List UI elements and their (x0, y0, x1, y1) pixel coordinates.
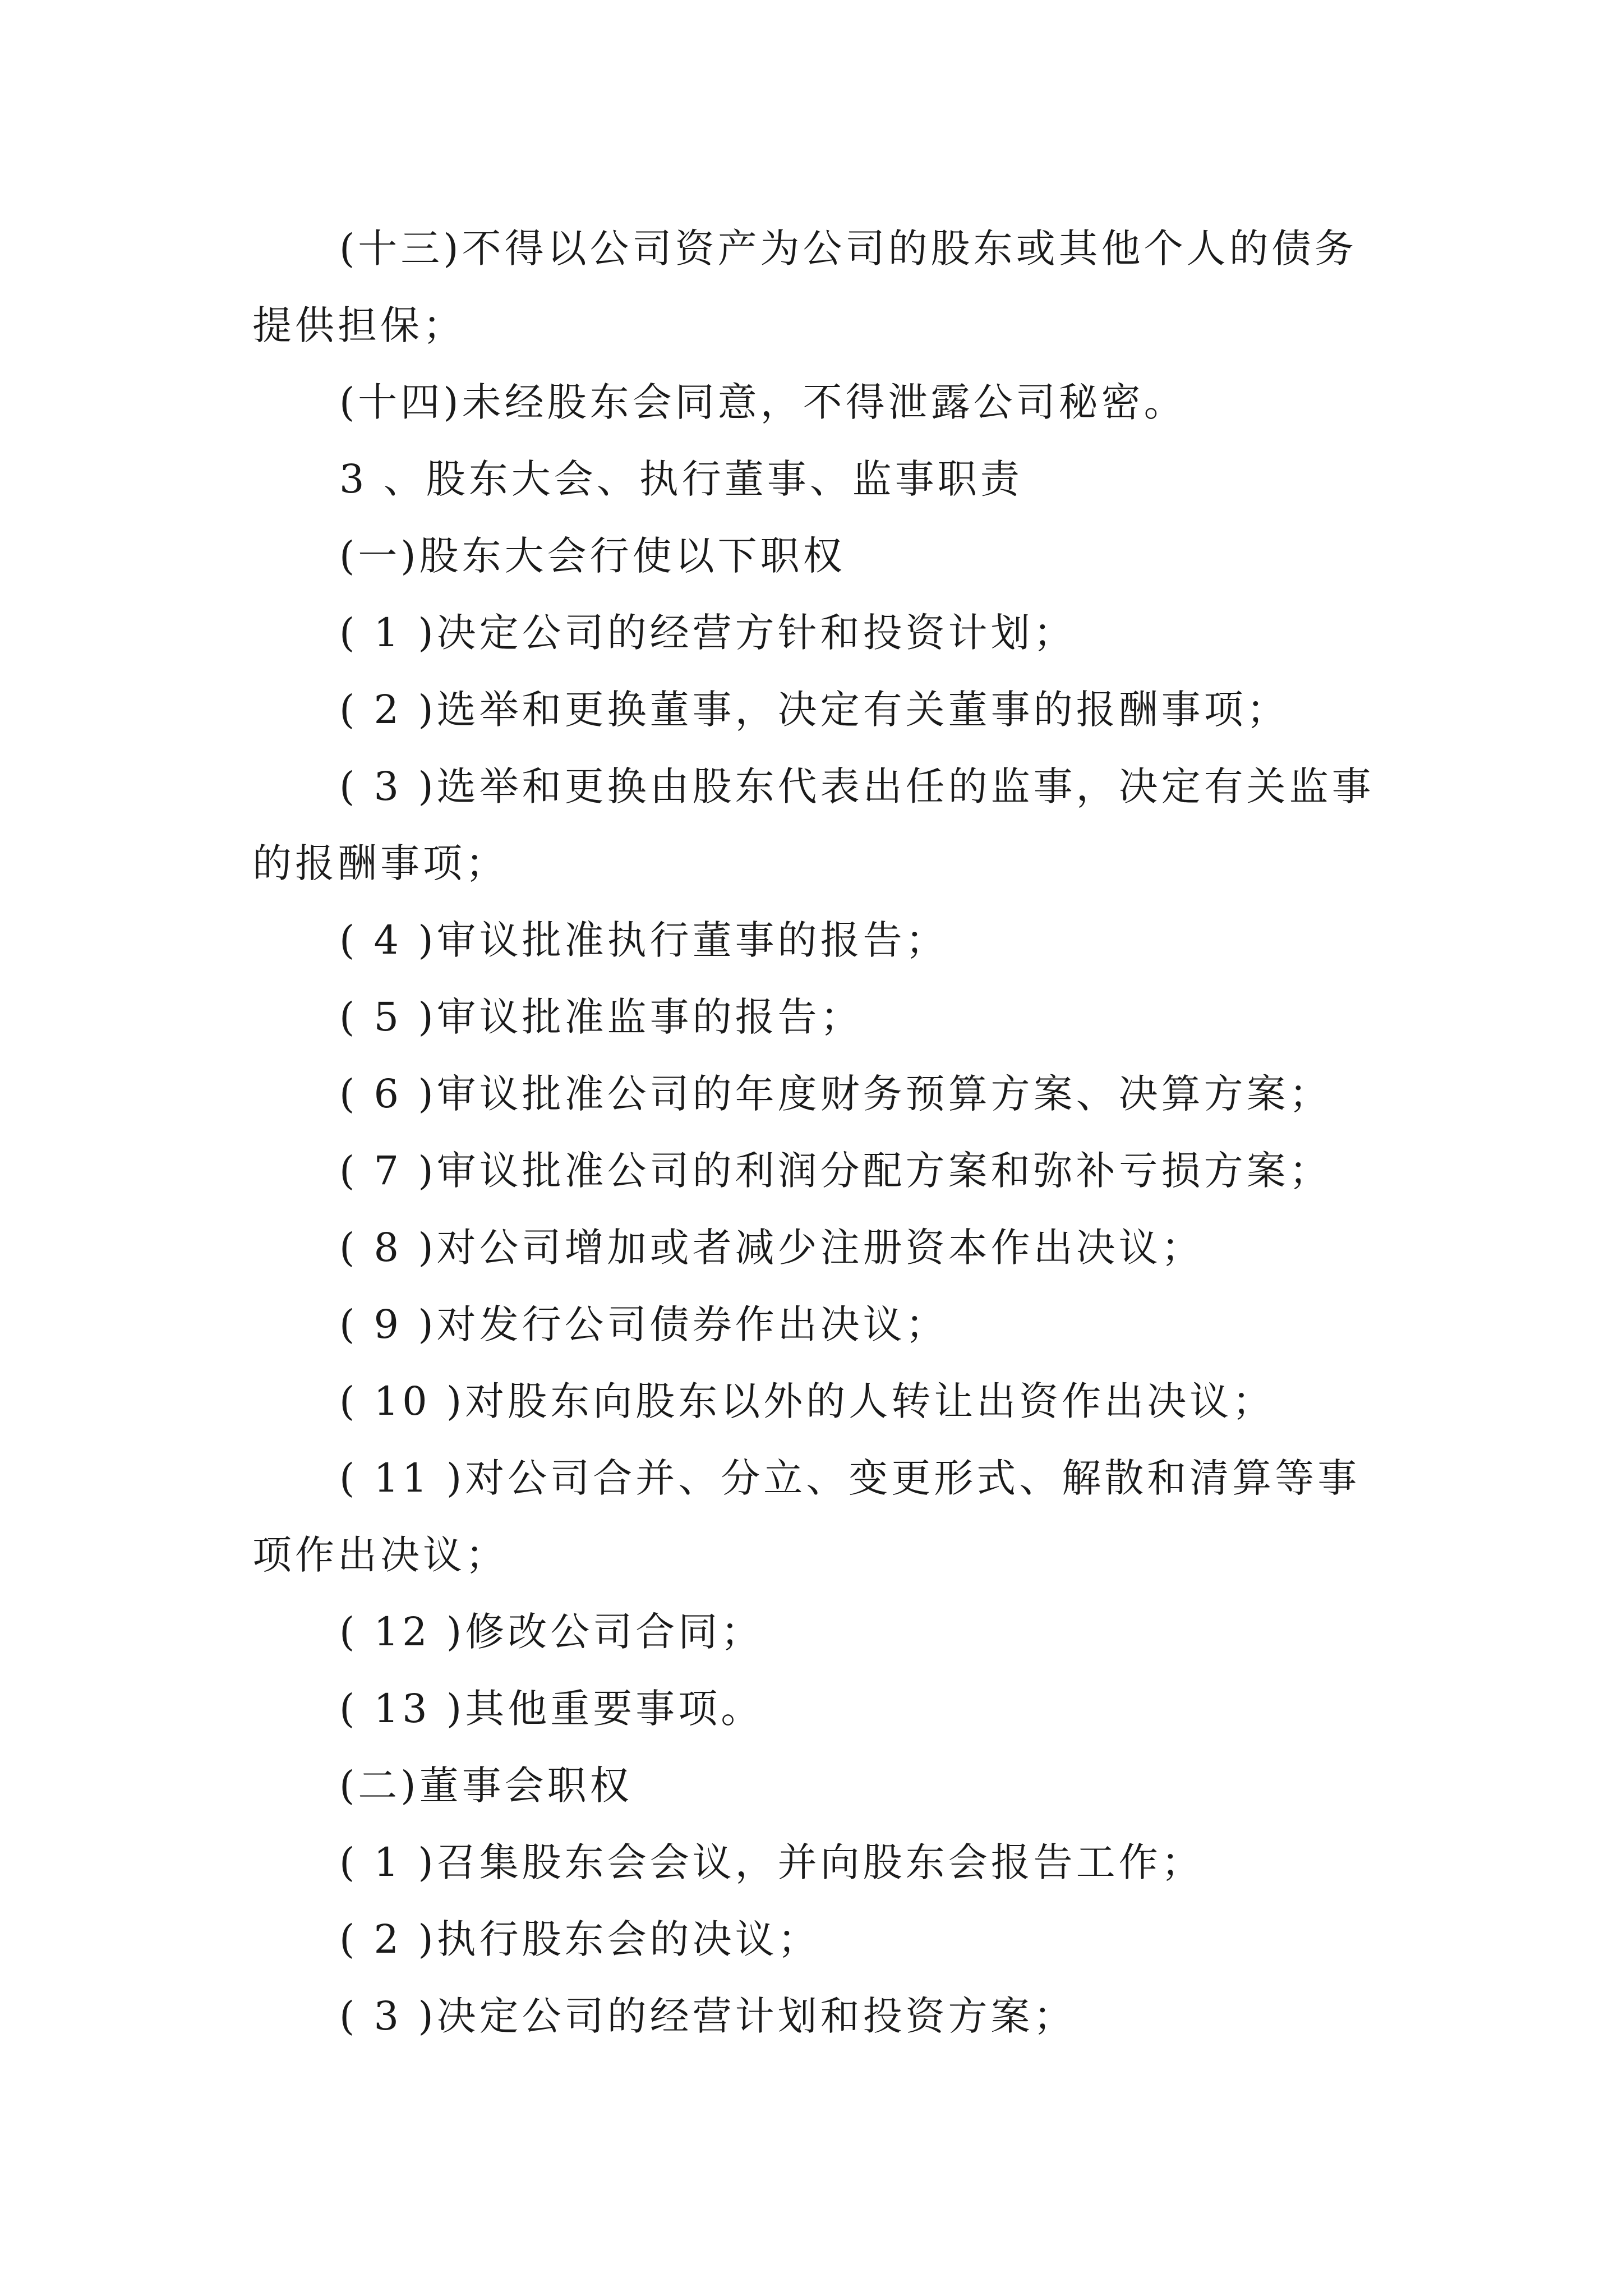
list-item: ( 5 )审议批准监事的报告； (339, 994, 863, 1040)
list-item: ( 6 )审议批准公司的年度财务预算方案、决算方案； (339, 1071, 1332, 1117)
list-item: ( 3 )选举和更换由股东代表出任的监事，决定有关监事的报酬事项； (252, 763, 1375, 886)
list-item: ( 4 )审议批准执行董事的报告； (339, 917, 948, 963)
list-item: ( 8 )对公司增加或者减少注册资本作出决议； (339, 1225, 1204, 1271)
document-body (252, 210, 1391, 2055)
list-item: ( 13 )其他重要事项。 (339, 1686, 764, 1732)
subsection-heading: (一)股东大会行使以下职权 (339, 533, 846, 579)
list-item: ( 11 )对公司合并、分立、变更形式、解散和清算等事项作出决议； (252, 1455, 1361, 1578)
paragraph: (十四)未经股东会同意，不得泄露公司秘密。 (339, 379, 1187, 425)
list-item: ( 3 )决定公司的经营计划和投资方案； (339, 1993, 1076, 2039)
list-item: ( 2 )选举和更换董事，决定有关董事的报酬事项； (339, 687, 1289, 733)
list-item: ( 9 )对发行公司债券作出决议； (339, 1301, 948, 1347)
list-item: ( 7 )审议批准公司的利润分配方案和弥补亏损方案； (339, 1148, 1332, 1194)
subsection-heading: (二)董事会职权 (339, 1763, 633, 1809)
section-heading: 3 、股东大会、执行董事、监事职责 (339, 456, 1023, 502)
paragraph: (十三)不得以公司资产为公司的股东或其他个人的债务提供担保； (252, 226, 1357, 348)
list-item: ( 1 )决定公司的经营方针和投资计划； (339, 610, 1076, 656)
list-item: ( 12 )修改公司合同； (339, 1609, 764, 1655)
list-item: ( 2 )执行股东会的决议； (339, 1916, 820, 1962)
list-item: ( 1 )召集股东会会议，并向股东会报告工作； (339, 1839, 1204, 1885)
list-item: ( 10 )对股东向股东以外的人转让出资作出决议； (339, 1378, 1275, 1424)
